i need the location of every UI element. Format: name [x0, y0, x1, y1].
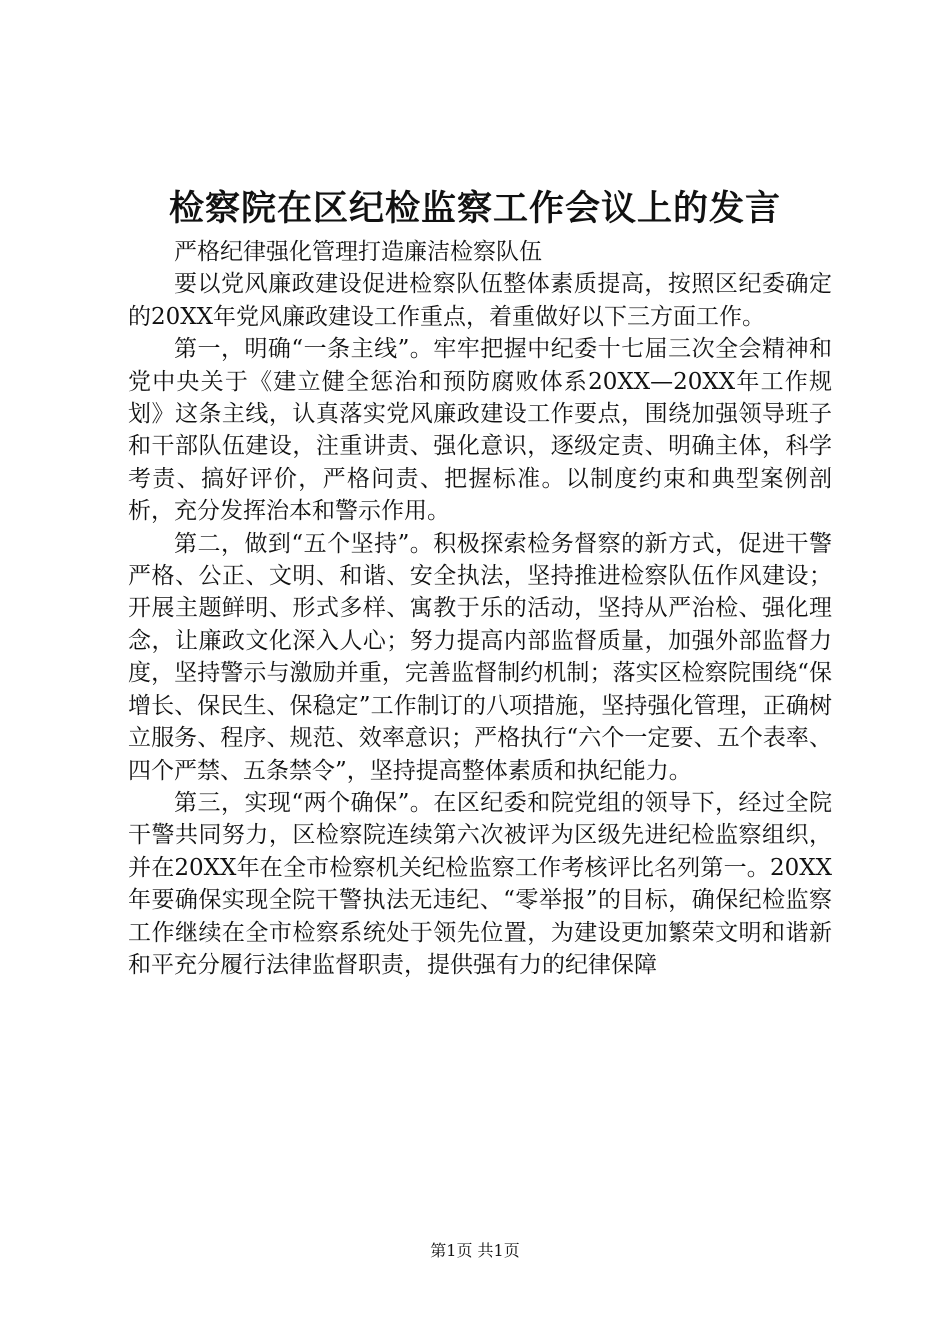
paragraph-first: 第一，明确“一条主线”。牢牢把握中纪委十七届三次全会精神和党中央关于《建立健全惩治和预防腐败体系20XX—20XX年工作规划》这条主线，认真落实党风廉政建设工作要点，围绕加强领导班子和干部队伍建设，注重讲责、强化意识，逐级定责、明确主体，科学考责、搞好评价，严格问责、把握标准。以制度约束和典型案例剖析，充分发挥治本和警示作用。 — [128, 336, 832, 525]
subtitle: 严格纪律强化管理打造廉洁检察队伍 — [174, 239, 542, 265]
document-title: 检察院在区纪检监察工作会议上的发言 — [168, 188, 781, 229]
paragraph-intro: 要以党风廉政建设促进检察队伍整体素质提高，按照区纪委确定的20XX年党风廉政建设工作重点，着重做好以下三方面工作。 — [128, 271, 832, 330]
paragraph-second: 第二，做到“五个坚持”。积极探索检务督察的新方式，促进干警严格、公正、文明、和谐、安全执法，坚持推进检察队伍作风建设；开展主题鲜明、形式多样、寓教于乐的活动，坚持从严治检、强化理念，让廉政文化深入人心；努力提高内部监督质量，加强外部监督力度，坚持警示与激励并重，完善监督制约机制；落实区检察院围绕“保增长、保民生、保稳定”工作制订的八项措施，坚持强化管理，正确树立服务、程序、规范、效率意识；严格执行“六个一定要、五个表率、四个严禁、五条禁令”，坚持提高整体素质和执纪能力。 — [128, 530, 832, 784]
document-body — [128, 236, 832, 981]
page-number-footer: 第1页 共1页 — [430, 1241, 520, 1260]
paragraph-third: 第三，实现“两个确保”。在区纪委和院党组的领导下，经过全院干警共同努力，区检察院连续第六次被评为区级先进纪检监察组织，并在20XX年在全市检察机关纪检监察工作考核评比名列第一。20XX年要确保实现全院干警执法无违纪、“零举报”的目标，确保纪检监察工作继续在全市检察系统处于领先位置，为建设更加繁荣文明和谐新和平充分履行法律监督职责，提供强有力的纪律保障 — [128, 789, 832, 978]
